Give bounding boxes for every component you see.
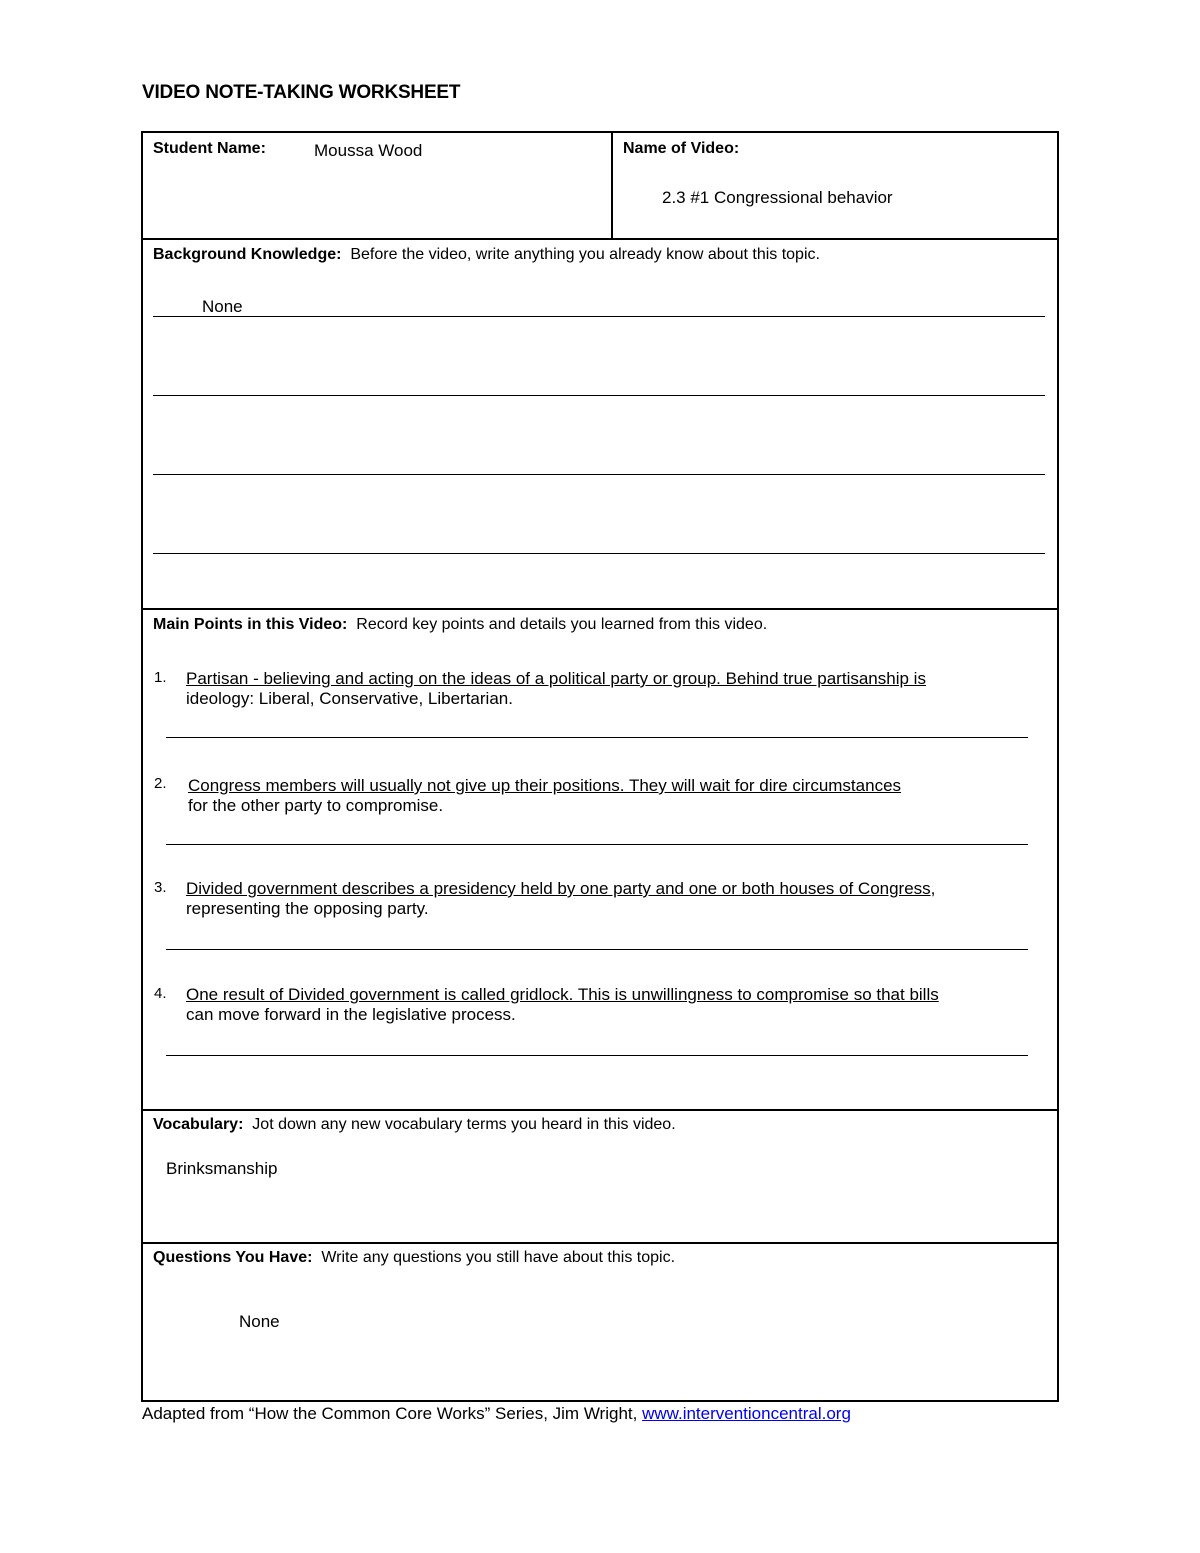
page-title: VIDEO NOTE-TAKING WORKSHEET [142,82,461,103]
questions-label: Questions You Have: Write any questions you still have about this topic. [153,1249,676,1266]
main-points-section [141,608,1059,1111]
answer-line [166,737,1028,738]
main-point-2-line2: for the other party to compromise. [188,796,444,815]
answer-line [153,474,1045,475]
answer-line [166,844,1028,845]
point-number: 4. [154,985,167,1002]
point-number: 1. [154,669,167,686]
video-name-label: Name of Video: [623,140,740,157]
student-name-cell [141,131,613,240]
main-points-label: Main Points in this Video: Record key points and details you learned from this video. [153,616,768,633]
main-point-3-line1: Divided government describes a presidency held by one party and one or both houses of Congress, [186,879,936,898]
answer-line [166,1055,1028,1056]
video-name-value[interactable]: 2.3 #1 Congressional behavior [662,188,893,207]
point-number: 3. [154,879,167,896]
footer-link[interactable]: www.interventioncentral.org [642,1404,851,1423]
vocabulary-section [141,1109,1059,1244]
student-name-value[interactable]: Moussa Wood [314,141,423,160]
vocabulary-answer[interactable]: Brinksmanship [166,1159,278,1178]
main-point-4-line1: One result of Divided government is called gridlock. This is unwillingness to compromise so that bills [186,985,939,1004]
answer-line [166,949,1028,950]
vocabulary-label: Vocabulary: Jot down any new vocabulary terms you heard in this video. [153,1116,676,1133]
answer-line [153,316,1045,317]
point-number: 2. [154,775,167,792]
answer-line [153,553,1045,554]
main-point-3[interactable] [186,879,935,919]
video-name-cell [611,131,1059,240]
main-point-3-line2: representing the opposing party. [186,899,429,918]
main-point-4-line2: can move forward in the legislative process. [186,1005,516,1024]
background-knowledge-section [141,238,1059,610]
main-point-1-line2: ideology: Liberal, Conservative, Libertarian. [186,689,513,708]
background-knowledge-answer[interactable]: None [202,297,243,316]
student-name-label: Student Name: [153,140,266,157]
main-point-1[interactable] [186,669,926,709]
footer-credit [142,1404,851,1424]
background-knowledge-label: Background Knowledge: Before the video, write anything you already know about this topic. [153,246,820,263]
main-point-2-line1: Congress members will usually not give up their positions. They will wait for dire circumstances [188,776,902,795]
questions-section [141,1242,1059,1402]
questions-answer[interactable]: None [239,1312,280,1331]
main-point-1-line1: Partisan - believing and acting on the ideas of a political party or group. Behind true partisanship is [186,669,926,688]
main-point-4[interactable] [186,985,939,1025]
answer-line [153,395,1045,396]
footer-text: Adapted from “How the Common Core Works” Series, Jim Wright, [142,1404,643,1423]
main-point-2[interactable] [188,776,901,816]
